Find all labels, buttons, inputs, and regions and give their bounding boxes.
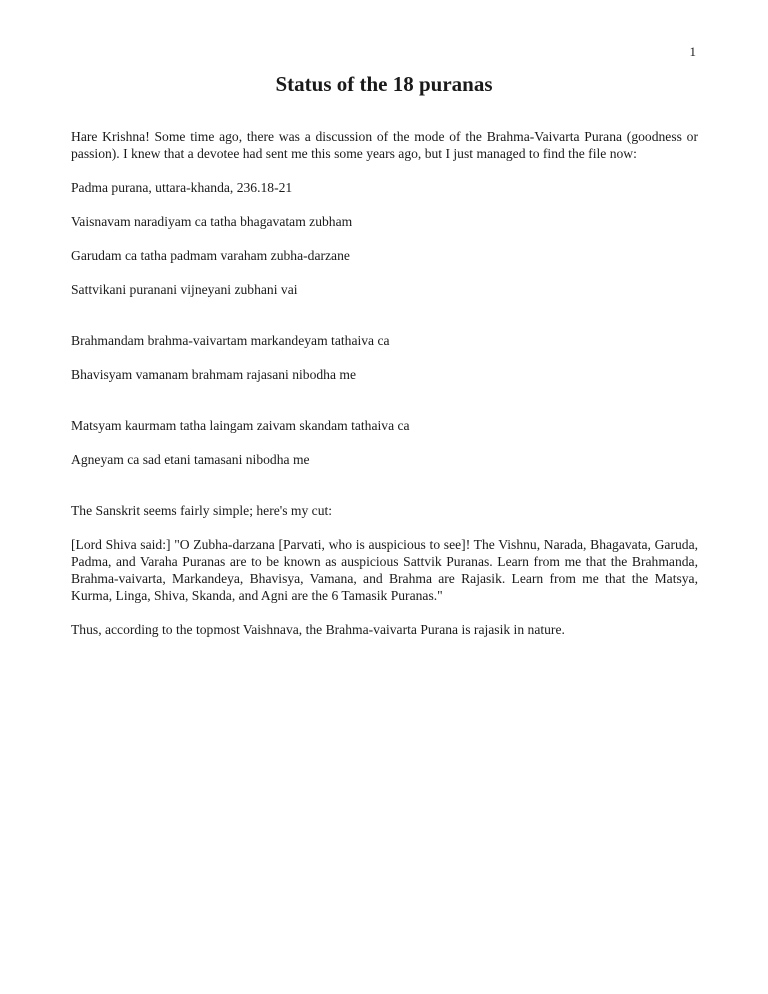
translation-paragraph: [Lord Shiva said:] "O Zubha-darzana [Parvati, who is auspicious to see]! The Vishnu, Narada, Bhagavata, Garuda, Padma, and Varaha Puranas are to be known as auspicious Sattvik Puranas. Learn from me that the Brahmanda, Brahma-vaivarta, Markandeya, Bhavisya, Vamana, and Brahma are Rajasik. Learn from me that the Matsya, Kurma, Linga, Shiva, Skanda, and Agni are the 6 Tamasik Puranas." bbox=[71, 537, 698, 603]
verse-line: Sattvikani puranani vijneyani zubhani vai bbox=[71, 282, 298, 297]
page-title: Status of the 18 puranas bbox=[275, 72, 493, 96]
conclusion-paragraph: Thus, according to the topmost Vaishnava, the Brahma-vaivarta Purana is rajasik in nature. bbox=[71, 622, 565, 637]
document-body bbox=[71, 128, 698, 638]
verse-line: Vaisnavam naradiyam ca tatha bhagavatam zubham bbox=[71, 214, 353, 229]
verse-line: Garudam ca tatha padmam varaham zubha-darzane bbox=[71, 248, 350, 263]
verse-line: Bhavisyam vamanam brahmam rajasani nibodha me bbox=[71, 367, 357, 382]
source-reference: Padma purana, uttara-khanda, 236.18-21 bbox=[71, 180, 293, 195]
verse-line: Matsyam kaurmam tatha laingam zaivam skandam tathaiva ca bbox=[71, 418, 410, 433]
verse-line: Brahmandam brahma-vaivartam markandeyam tathaiva ca bbox=[71, 333, 390, 348]
page-number: 1 bbox=[689, 44, 696, 59]
translation-intro: The Sanskrit seems fairly simple; here's my cut: bbox=[71, 503, 333, 518]
intro-paragraph: Hare Krishna! Some time ago, there was a discussion of the mode of the Brahma-Vaivarta Purana (goodness or passion). I knew that a devotee had sent me this some years ago, but I just managed to find the file now: bbox=[71, 129, 698, 161]
verse-line: Agneyam ca sad etani tamasani nibodha me bbox=[71, 452, 310, 467]
